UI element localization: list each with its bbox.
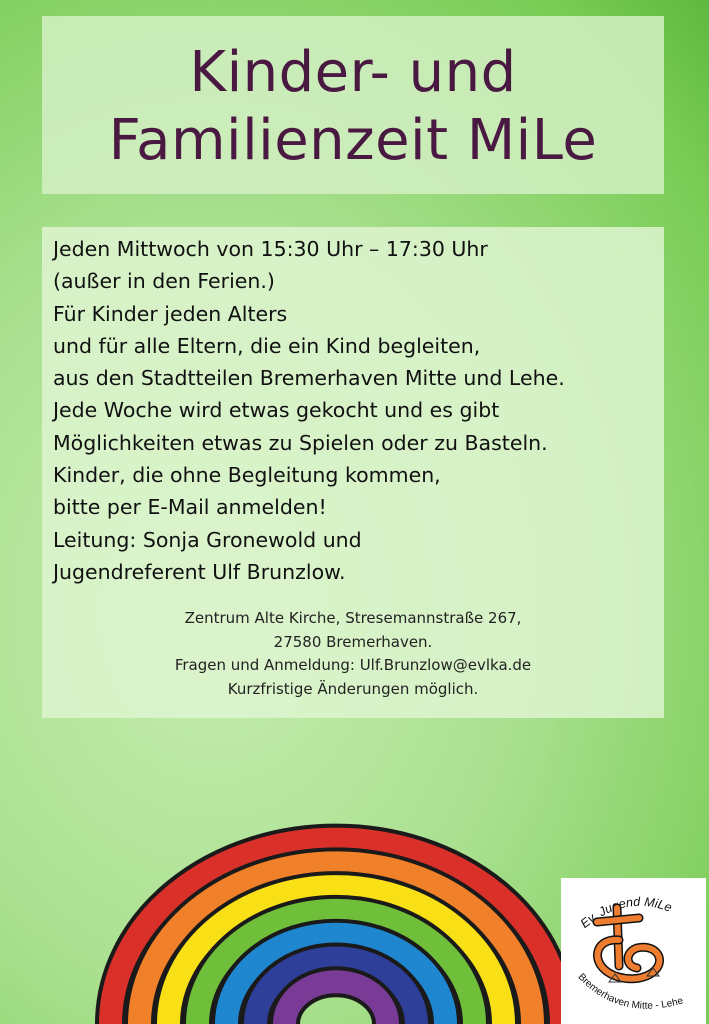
description-line: (außer in den Ferien.): [53, 269, 275, 294]
rainbow-illustration: [86, 728, 586, 1024]
youth-logo: [561, 878, 706, 1024]
title-line-1: Kinder- und: [189, 40, 517, 105]
logo-bottom-text: Bremerhaven Mitte - Lehe: [575, 971, 685, 1012]
description-line: Leitung: Sonja Gronewold und: [53, 527, 362, 552]
description-line: Jede Woche wird etwas gekocht und es gibt: [53, 398, 500, 423]
changes-note: Kurzfristige Änderungen möglich.: [227, 679, 479, 698]
logo-graphic: [561, 878, 706, 1024]
description-line: Jeden Mittwoch von 15:30 Uhr – 17:30 Uhr: [53, 237, 488, 261]
description-line: Für Kinder jeden Alters: [53, 301, 288, 326]
description-line: aus den Stadtteilen Bremerhaven Mitte und Lehe.: [53, 366, 565, 391]
description-line: und für alle Eltern, die ein Kind begleiten,: [53, 333, 481, 358]
address-line-1: Zentrum Alte Kirche, Stresemannstraße 267,: [184, 609, 522, 627]
description-line: Möglichkeiten etwas zu Spielen oder zu Basteln.: [53, 430, 548, 455]
logo-top-text: Ev. Jugend MiLe: [577, 894, 674, 931]
info-panel: [42, 227, 664, 718]
title-line-2: Familienzeit MiLe: [108, 108, 598, 173]
swirl-icon: [597, 940, 659, 979]
contact-info: [42, 607, 664, 701]
description-line: bitte per E-Mail anmelden!: [53, 495, 327, 520]
description-line: Kinder, die ohne Begleitung kommen,: [53, 463, 441, 488]
contact-line[interactable]: Fragen und Anmeldung: Ulf.Brunzlow@evlka.de: [174, 656, 532, 674]
description-line: Jugendreferent Ulf Brunzlow.: [53, 559, 346, 584]
title-box: [42, 16, 664, 194]
address-line-2: 27580 Bremerhaven.: [273, 632, 433, 651]
